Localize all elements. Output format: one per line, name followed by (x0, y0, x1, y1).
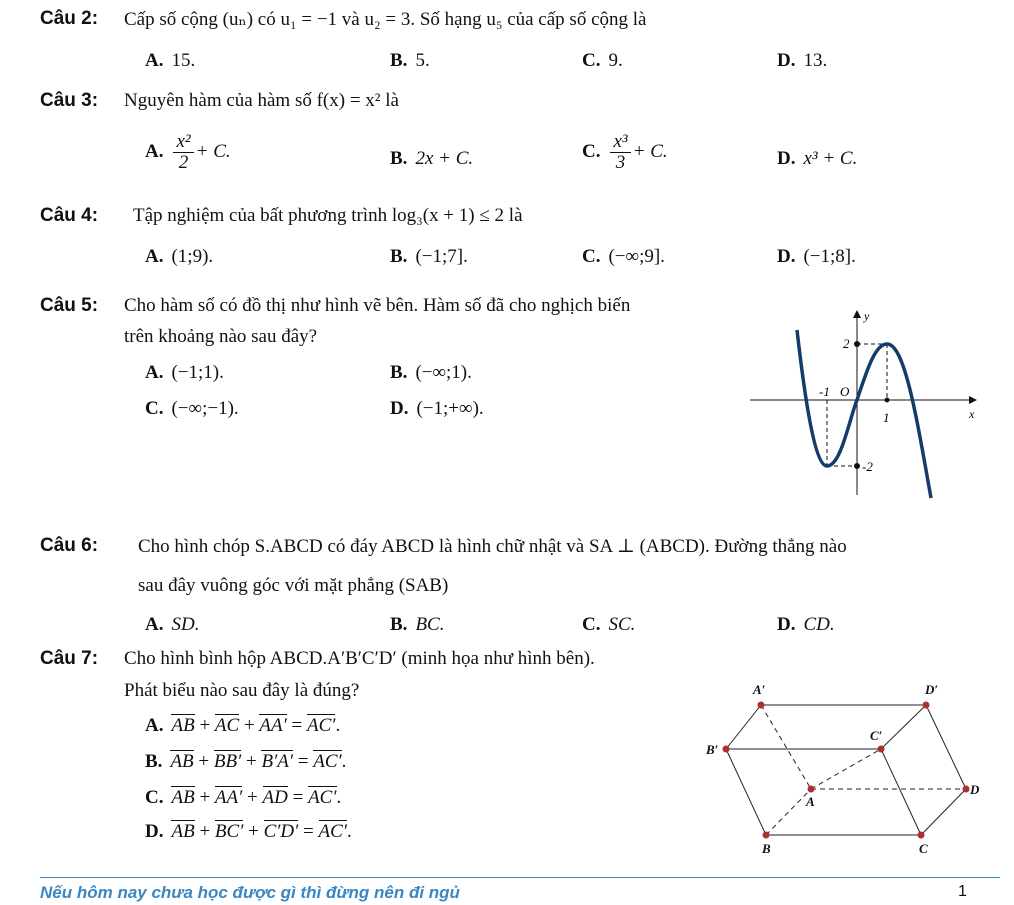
q3-option-b (390, 148, 473, 170)
q7-label-c1: C′ (870, 728, 883, 743)
q7-option-a-vec3: AA′ (259, 715, 287, 736)
q7-option-b-result: AC′ (313, 751, 342, 772)
q5-graph-x-label: x (969, 407, 975, 421)
q7-vertex-d1 (923, 702, 930, 709)
q4-option-a (145, 246, 213, 268)
q7-option-a-key: A. (145, 715, 164, 736)
q7-option-b: B. AB + BB′ + B′A′ = AC′. (145, 751, 347, 772)
q7-parallelepiped-figure (690, 670, 990, 860)
q3-option-c-fraction (610, 132, 630, 173)
q2-text: Cấp số cộng (uₙ) có u₁ = −1 và u₂ = 3. Số hạng u₅ của cấp số cộng là (124, 9, 647, 30)
q4-option-b-value: (−1;7]. (415, 246, 468, 267)
q7-option-c: C. AB + AA′ + AD = AC′. (145, 787, 342, 808)
q5-option-d-value: (−1;+∞). (416, 398, 484, 419)
q6-label: Câu 6: (40, 535, 99, 556)
q5-option-b (390, 362, 472, 384)
q4-text: Tập nghiệm của bất phương trình log₃(x + 1) ≤ 2 là (133, 205, 523, 226)
q3-option-a-numerator: x² (173, 132, 193, 153)
q5-graph-point-one (885, 398, 890, 403)
q5-function-graph (745, 300, 1005, 505)
q7-vertex-b (763, 832, 770, 839)
q5-graph-tick-minus-one: -1 (819, 384, 830, 399)
q7-option-c-vec2: AA′ (214, 787, 243, 808)
q7-option-d-result: AC′ (318, 821, 347, 842)
q7-label-d: D (970, 782, 980, 797)
q7-vertex-c (918, 832, 925, 839)
q4-option-d-key: D. (777, 246, 796, 267)
q7-option-c-vec1: AB (171, 787, 195, 808)
q5-graph-point-max (854, 341, 860, 347)
q7-label-b1: B′ (706, 742, 719, 757)
q5-option-d (390, 398, 484, 420)
q5-graph-tick-minus-two: -2 (862, 459, 873, 474)
q7-label-a1: A′ (753, 682, 766, 697)
footer-slogan: Nếu hôm nay chưa học được gì thì đừng nên đi ngủ (40, 883, 460, 902)
q7-edge-c1-c (881, 749, 921, 835)
q7-vertex-b1 (723, 746, 730, 753)
q7-text-line2: Phát biểu nào sau đây là đúng? (124, 680, 360, 701)
q3-option-c-denominator: 3 (615, 151, 626, 173)
footer-divider (40, 877, 1000, 878)
q5-option-a-key: A. (145, 362, 164, 383)
q7-edge-b1-b (726, 749, 766, 835)
page-number: 1 (958, 883, 967, 900)
q7-label-b: B (762, 841, 771, 856)
q7-vertex-d (963, 786, 970, 793)
q5-option-d-key: D. (390, 398, 409, 419)
q7-option-d-vec1: AB (171, 821, 195, 842)
q7-option-a: A. AB + AC + AA′ = AC′. (145, 715, 341, 736)
q6-text-line2: sau đây vuông góc với mặt phẳng (SAB) (138, 575, 449, 596)
q6-option-d-value: CD. (803, 614, 835, 635)
q2-label: Câu 2: (40, 8, 99, 29)
q6-option-d-key: D. (777, 614, 796, 635)
q5-option-c-key: C. (145, 398, 164, 419)
q6-text-line1: Cho hình chóp S.ABCD có đáy ABCD là hình chữ nhật và SA ⊥ (ABCD). Đường thẳng nào (138, 536, 847, 557)
q5-option-a (145, 362, 224, 384)
q7-text-line1: Cho hình bình hộp ABCD.A′B′C′D′ (minh họa như hình bên). (124, 648, 595, 669)
q6-option-b-value: BC. (415, 614, 445, 635)
q4-option-d (777, 246, 856, 268)
q4-option-c-key: C. (582, 246, 601, 267)
q7-edge-d1-d (926, 705, 966, 789)
q6-option-a-key: A. (145, 614, 164, 635)
q4-option-c (582, 246, 665, 268)
q4-option-a-value: (1;9). (171, 246, 214, 267)
q6-option-b (390, 614, 444, 636)
q7-option-b-vec2: BB′ (213, 751, 242, 772)
q7-label-d1: D′ (925, 682, 939, 697)
q7-option-a-result: AC′ (307, 715, 336, 736)
q7-option-d-key: D. (145, 821, 164, 842)
q7-option-b-vec1: AB (170, 751, 194, 772)
q5-option-c-value: (−∞;−1). (171, 398, 239, 419)
q3-option-d-value: x³ + C. (803, 148, 858, 169)
q2-option-c-key: C. (582, 50, 601, 71)
q2-option-c (582, 50, 623, 72)
q7-edge-d1-c1 (881, 705, 926, 749)
q2-option-d-value: 13. (803, 50, 828, 71)
q3-option-c (582, 132, 668, 173)
q6-option-a (145, 614, 199, 636)
q2-option-a-key: A. (145, 50, 164, 71)
q3-option-a-fraction (173, 132, 193, 173)
q7-edge-a1-b1 (726, 705, 761, 749)
q6-option-a-value: SD. (171, 614, 200, 635)
q2-option-d (777, 50, 827, 72)
q5-option-b-key: B. (390, 362, 408, 383)
q7-label-a: A (806, 794, 815, 809)
q4-option-b (390, 246, 468, 268)
q3-option-b-key: B. (390, 148, 408, 169)
q7-option-d: D. AB + BC′ + C′D′ = AC′. (145, 821, 352, 842)
q5-option-a-value: (−1;1). (171, 362, 224, 383)
q5-graph-y-label: y (864, 309, 870, 323)
q7-option-c-vec3: AD (262, 787, 288, 808)
q2-option-b (390, 50, 430, 72)
q7-option-a-vec2: AC (214, 715, 240, 736)
q5-graph-tick-one: 1 (883, 410, 890, 425)
q4-option-a-key: A. (145, 246, 164, 267)
q2-option-a-value: 15. (171, 50, 196, 71)
q5-label: Câu 5: (40, 295, 99, 316)
q7-option-c-key: C. (145, 787, 164, 808)
q5-text-line2: trên khoảng nào sau đây? (124, 326, 318, 347)
q2-option-d-key: D. (777, 50, 796, 71)
q6-option-c (582, 614, 635, 636)
q7-option-c-result: AC′ (308, 787, 337, 808)
q7-edge-c-d (921, 789, 966, 835)
q4-option-d-value: (−1;8]. (803, 246, 856, 267)
q4-option-b-key: B. (390, 246, 408, 267)
q4-option-c-value: (−∞;9]. (608, 246, 665, 267)
q4-label: Câu 4: (40, 205, 99, 226)
q3-text: Nguyên hàm của hàm số f(x) = x² là (124, 90, 399, 111)
q3-option-a (145, 132, 231, 173)
q7-diagonal-a-c1 (811, 749, 881, 789)
q7-edge-a1-a (761, 705, 811, 789)
q7-option-d-vec3: C′D′ (263, 821, 299, 842)
q7-edge-b-a (766, 789, 811, 835)
q7-option-b-vec3: B′A′ (261, 751, 293, 772)
q5-text-line1: Cho hàm số có đồ thị như hình vẽ bên. Hàm số đã cho nghịch biến (124, 295, 631, 316)
q6-option-d (777, 614, 835, 636)
q7-option-a-vec1: AB (171, 715, 195, 736)
q7-label: Câu 7: (40, 648, 99, 669)
q3-option-d (777, 148, 857, 170)
q3-option-c-tail: + C. (632, 140, 668, 162)
q3-option-a-denominator: 2 (178, 151, 189, 173)
q5-graph-origin: O (840, 384, 850, 399)
q5-graph-point-min (854, 463, 860, 469)
q7-vertex-a (808, 786, 815, 793)
q3-option-b-value: 2x + C. (415, 148, 474, 169)
q7-option-b-key: B. (145, 751, 163, 772)
q5-option-c (145, 398, 239, 420)
q3-option-c-numerator: x³ (610, 132, 630, 153)
q2-option-b-value: 5. (415, 50, 430, 71)
q3-option-c-key: C. (582, 140, 601, 162)
q3-option-d-key: D. (777, 148, 796, 169)
q5-option-b-value: (−∞;1). (415, 362, 472, 383)
q3-option-a-tail: + C. (195, 140, 231, 162)
q7-vertex-a1 (758, 702, 765, 709)
q2-option-a (145, 50, 195, 72)
q7-vertex-c1 (878, 746, 885, 753)
q3-option-a-key: A. (145, 140, 164, 162)
q2-option-c-value: 9. (608, 50, 623, 71)
q6-option-c-value: SC. (608, 614, 636, 635)
q6-option-b-key: B. (390, 614, 408, 635)
q2-option-b-key: B. (390, 50, 408, 71)
q3-label: Câu 3: (40, 90, 99, 111)
q5-graph-tick-two: 2 (843, 336, 850, 351)
q7-label-c: C (919, 841, 928, 856)
q6-option-c-key: C. (582, 614, 601, 635)
q7-option-d-vec2: BC′ (214, 821, 244, 842)
